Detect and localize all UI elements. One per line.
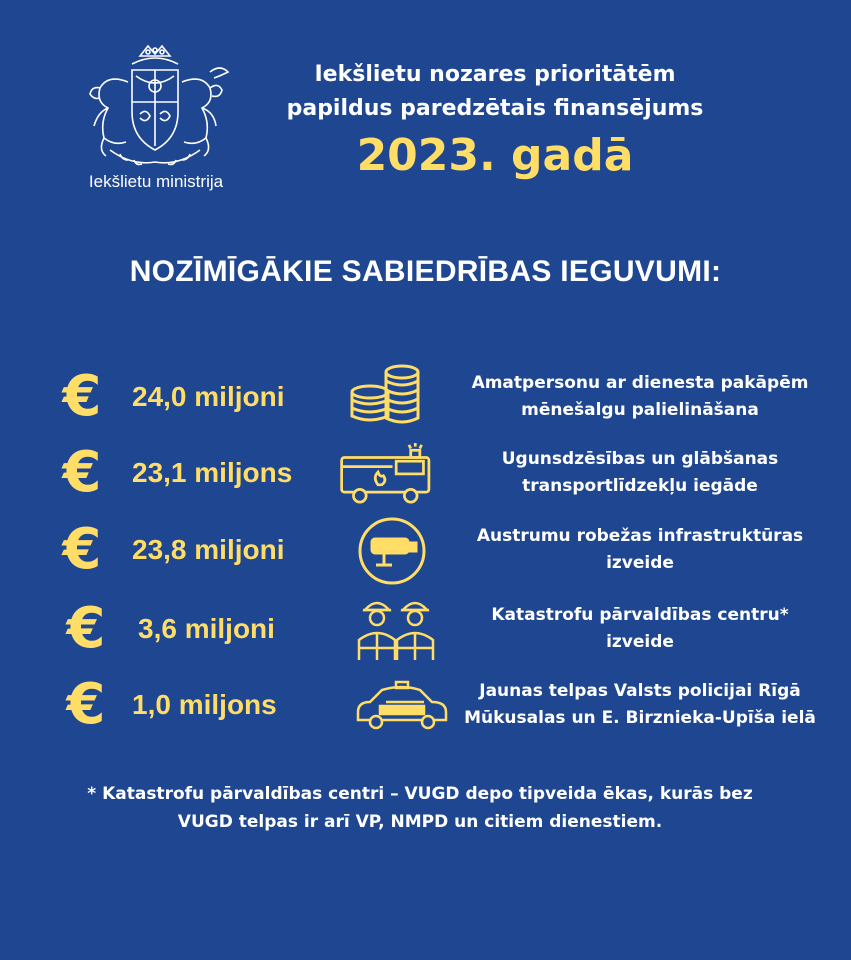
fire-truck-icon [338, 438, 438, 508]
page-title [270, 58, 720, 126]
amount-value: 24,0 miljoni [132, 381, 285, 412]
euro-icon: € [66, 672, 106, 737]
amount-value: 3,6 miljoni [138, 613, 275, 644]
description-line-1: Jaunas telpas Valsts policijai Rīgā [479, 681, 801, 701]
benefit-description [450, 523, 830, 577]
benefit-description [450, 678, 830, 732]
benefit-description [450, 370, 830, 424]
ministry-name: Iekšlietu ministrija [88, 172, 224, 191]
description-line-2: mēnešalgu palielināšana [521, 400, 759, 420]
euro-icon: € [62, 517, 102, 582]
security-camera-icon [345, 515, 445, 585]
description-line-1: Amatpersonu ar dienesta pakāpēm [471, 373, 809, 393]
benefit-description [450, 602, 830, 656]
description-line-1: Katastrofu pārvaldības centru* [491, 605, 789, 625]
euro-icon: € [62, 440, 102, 505]
amount-value: 1,0 miljons [132, 689, 277, 720]
benefit-row [0, 670, 851, 740]
description-line-2: transportlīdzekļu iegāde [522, 476, 758, 496]
benefit-row [0, 438, 851, 508]
footnote [70, 780, 770, 836]
title-line-1: Iekšlietu nozares prioritātēm [314, 62, 676, 87]
benefit-row [0, 594, 851, 664]
benefit-description [450, 446, 830, 500]
amount-value: 23,8 miljoni [132, 534, 285, 565]
description-line-2: Mūkusalas un E. Birznieka-Upīša ielā [464, 708, 816, 728]
description-line-1: Austrumu robežas infrastruktūras [476, 526, 804, 546]
benefit-row [0, 362, 851, 432]
euro-icon: € [66, 596, 106, 661]
police-car-icon [352, 670, 452, 740]
benefits-heading: NOZĪMĪGĀKIE SABIEDRĪBAS IEGUVUMI: [129, 255, 722, 288]
description-line-2: izveide [606, 553, 674, 573]
euro-icon: € [62, 364, 102, 429]
firefighters-icon [350, 594, 450, 664]
title-line-2: papildus paredzētais finansējums [286, 96, 704, 121]
footnote-line-2: VUGD telpas ir arī VP, NMPD un citiem dienestiem. [177, 812, 663, 832]
footnote-line-1: * Katastrofu pārvaldības centri – VUGD depo tipveida ēkas, kurās bez [87, 784, 753, 804]
coins-icon [340, 362, 440, 432]
amount-value: 23,1 miljons [132, 457, 293, 488]
benefit-row [0, 515, 851, 585]
description-line-2: izveide [606, 632, 674, 652]
year-label: 2023. gadā [356, 130, 634, 181]
description-line-1: Ugunsdzēsības un glābšanas [501, 449, 779, 469]
